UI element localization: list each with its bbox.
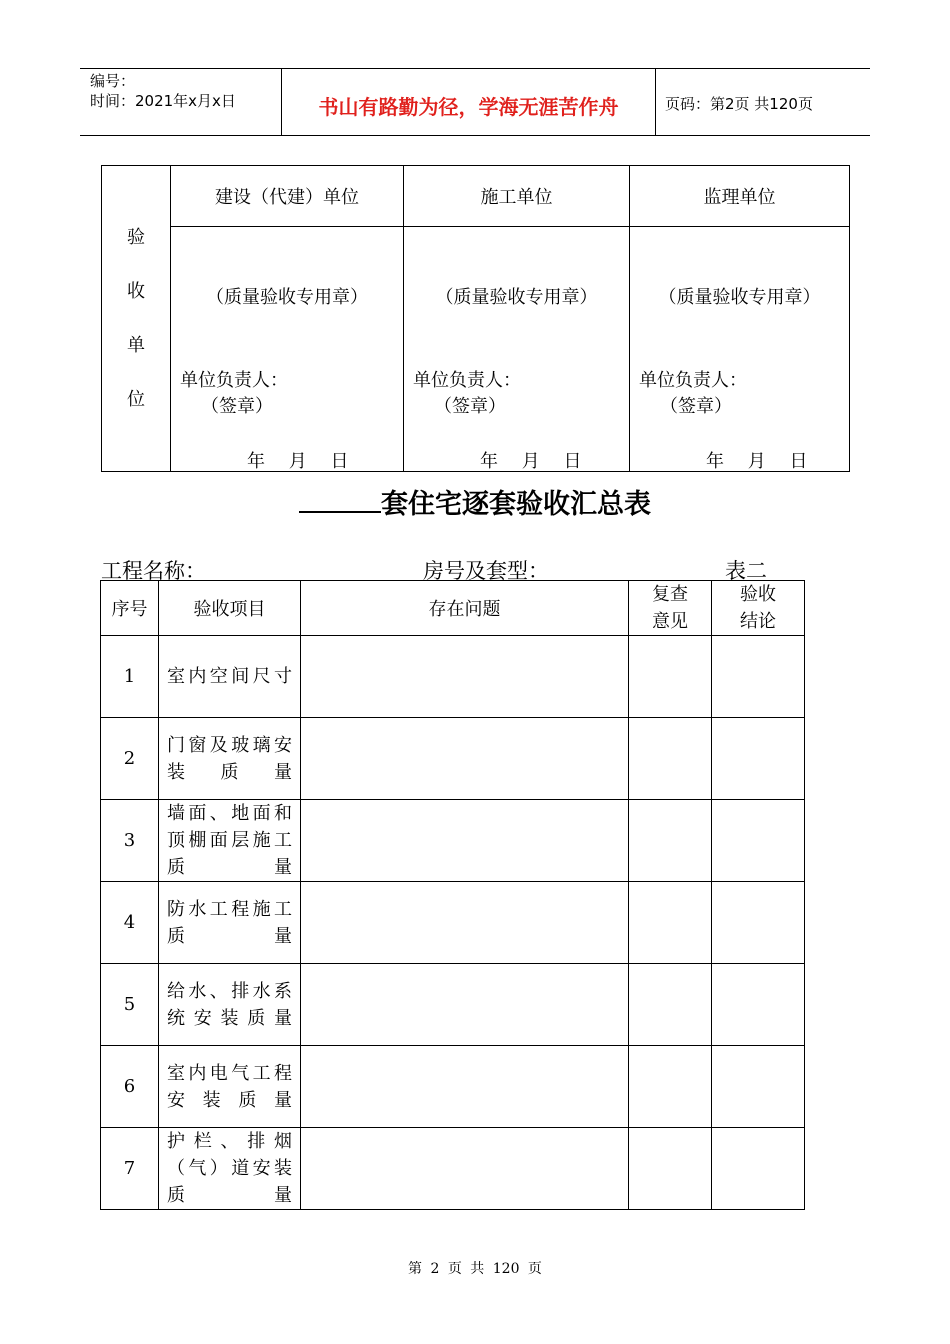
col-header-item: 验收项目 <box>159 581 301 636</box>
date-label: 年 月 日 <box>480 451 582 472</box>
col-header-seq: 序号 <box>101 581 159 636</box>
quality-stamp-label: （质量验收专用章） <box>206 287 368 308</box>
table-row <box>101 636 805 718</box>
unit-signature-cell <box>404 227 630 472</box>
table-row <box>101 1128 805 1210</box>
date-label: 年 月 日 <box>706 451 808 472</box>
header-time-label: 时间：2021年x月x日 <box>90 92 236 110</box>
title-blank-line <box>299 485 381 513</box>
page-footer: 第 2 页 共 120 页 <box>408 1261 542 1277</box>
row-issue-cell[interactable] <box>301 1046 629 1128</box>
responsible-person-label: 单位负责人： <box>639 370 747 391</box>
quality-stamp-label: （质量验收专用章） <box>435 287 598 308</box>
acceptance-summary-table <box>100 580 805 1210</box>
acceptance-units-side-label: 验 收 单 位 <box>102 166 171 472</box>
row-review-cell[interactable] <box>629 636 712 718</box>
row-issue-cell[interactable] <box>301 1128 629 1210</box>
row-conclusion-cell[interactable] <box>712 718 805 800</box>
col-header-issue: 存在问题 <box>301 581 629 636</box>
room-type-label: 房号及套型： <box>423 559 549 583</box>
header-top-rule <box>80 68 870 69</box>
row-conclusion-cell[interactable] <box>712 1128 805 1210</box>
row-seq: 2 <box>101 718 159 800</box>
row-item: 室内空间尺寸 <box>159 636 301 718</box>
row-seq: 4 <box>101 882 159 964</box>
table-row <box>101 882 805 964</box>
row-review-cell[interactable] <box>629 800 712 882</box>
unit-signature-cell <box>630 227 850 472</box>
row-seq: 1 <box>101 636 159 718</box>
row-issue-cell[interactable] <box>301 800 629 882</box>
row-conclusion-cell[interactable] <box>712 800 805 882</box>
row-item: 墙面、地面和顶棚面层施工质量 <box>159 800 301 882</box>
page-title: 套住宅逐套验收汇总表 <box>0 482 950 521</box>
header-number-label: 编号： <box>90 72 136 90</box>
unit-name-contractor: 施工单位 <box>404 166 630 227</box>
row-item: 门窗及玻璃安装质量 <box>159 718 301 800</box>
responsible-person-label: 单位负责人： <box>413 370 521 391</box>
unit-signature-cell <box>171 227 404 472</box>
row-review-cell[interactable] <box>629 718 712 800</box>
row-conclusion-cell[interactable] <box>712 964 805 1046</box>
row-conclusion-cell[interactable] <box>712 882 805 964</box>
header-motto: 书山有路勤为径，学海无涯苦作舟 <box>318 95 619 119</box>
row-review-cell[interactable] <box>629 1046 712 1128</box>
header-page-info: 页码：第2页 共120页 <box>665 95 813 113</box>
table-header-row <box>101 581 805 636</box>
unit-name-supervisor: 监理单位 <box>630 166 850 227</box>
quality-stamp-label: （质量验收专用章） <box>658 287 821 308</box>
row-item: 防水工程施工质量 <box>159 882 301 964</box>
date-label: 年 月 日 <box>247 451 349 472</box>
row-issue-cell[interactable] <box>301 636 629 718</box>
row-issue-cell[interactable] <box>301 964 629 1046</box>
row-issue-cell[interactable] <box>301 882 629 964</box>
col-header-review: 复查 意见 <box>629 581 712 636</box>
table-row <box>101 800 805 882</box>
table-row <box>101 964 805 1046</box>
row-conclusion-cell[interactable] <box>712 1046 805 1128</box>
table-row <box>101 1046 805 1128</box>
row-seq: 7 <box>101 1128 159 1210</box>
table-row <box>101 718 805 800</box>
row-review-cell[interactable] <box>629 964 712 1046</box>
header-bottom-rule <box>80 135 870 136</box>
signature-label: （签章） <box>434 396 506 417</box>
responsible-person-label: 单位负责人： <box>180 370 288 391</box>
unit-name-construction-owner: 建设（代建）单位 <box>171 166 404 227</box>
row-review-cell[interactable] <box>629 1128 712 1210</box>
project-name-label: 工程名称： <box>101 559 206 583</box>
col-header-conclusion: 验收 结论 <box>712 581 805 636</box>
signature-label: （签章） <box>660 396 732 417</box>
row-seq: 3 <box>101 800 159 882</box>
signature-label: （签章） <box>201 396 273 417</box>
row-review-cell[interactable] <box>629 882 712 964</box>
row-issue-cell[interactable] <box>301 718 629 800</box>
table-number-label: 表二 <box>725 559 767 583</box>
acceptance-units-table <box>101 165 850 472</box>
row-conclusion-cell[interactable] <box>712 636 805 718</box>
row-seq: 5 <box>101 964 159 1046</box>
header-divider <box>655 69 656 136</box>
row-seq: 6 <box>101 1046 159 1128</box>
row-item: 室内电气工程安装质量 <box>159 1046 301 1128</box>
row-item: 给水、排水系统安装质量 <box>159 964 301 1046</box>
row-item: 护栏、排烟（气）道安装质量 <box>159 1128 301 1210</box>
